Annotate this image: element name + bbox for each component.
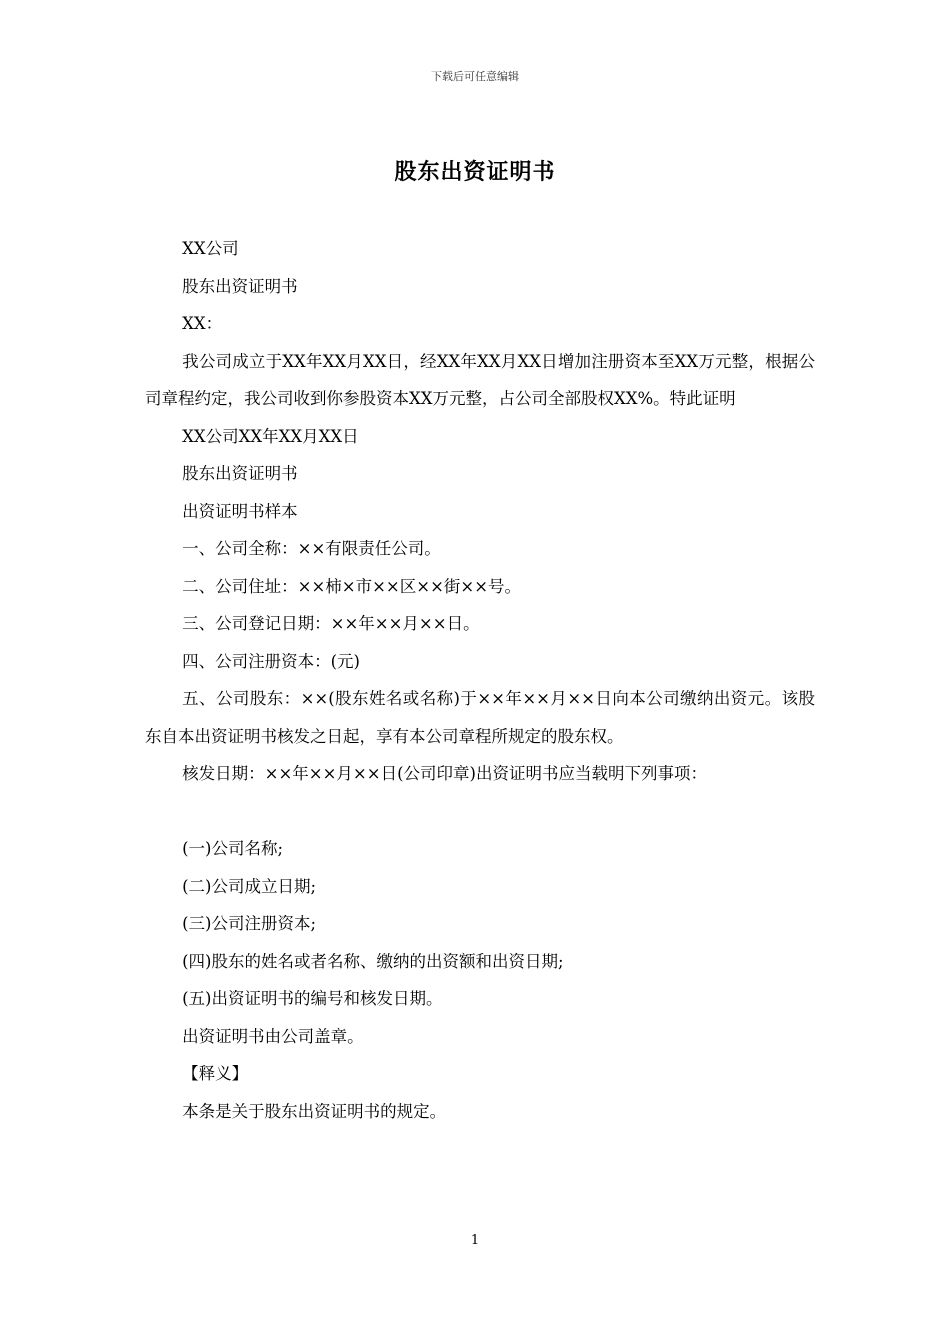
document-title: 股东出资证明书 <box>394 159 556 185</box>
paragraph-requirement-2: (二)公司成立日期; <box>182 876 317 896</box>
paragraph-signature-date: XX公司XX年XX月XX日 <box>182 426 359 446</box>
paragraph-seal: 出资证明书由公司盖章。 <box>182 1026 364 1046</box>
paragraph-item-1: 一、公司全称：××有限责任公司。 <box>182 539 441 558</box>
paragraph-certification: 我公司成立于XX年XX月XX日，经XX年XX月XX日增加注册资本至XX万元整，根据公司章程约定，我公司收到你参股资本XX万元整，占公司全部股权XX%。特此证明 <box>145 351 815 408</box>
paragraph-item-4: 四、公司注册资本：(元) <box>182 651 360 671</box>
paragraph-requirement-5: (五)出资证明书的编号和核发日期。 <box>182 989 443 1008</box>
blank-line <box>145 793 815 831</box>
paragraph-item-3: 三、公司登记日期：××年××月××日。 <box>182 614 480 633</box>
paragraph-issue-date: 核发日期：××年××月××日(公司印章)出资证明书应当载明下列事项： <box>182 764 707 783</box>
paragraph-interpretation-heading: 【释义】 <box>182 1064 249 1083</box>
document-body <box>145 230 815 1130</box>
page-number: 1 <box>470 1233 480 1248</box>
paragraph-requirement-3: (三)公司注册资本; <box>182 914 317 933</box>
paragraph-requirement-4: (四)股东的姓名或者名称、缴纳的出资额和出资日期; <box>182 951 564 971</box>
paragraph-requirement-1: (一)公司名称; <box>182 839 284 858</box>
paragraph-sample-heading: 出资证明书样本 <box>182 501 298 521</box>
paragraph-item-5: 五、公司股东：××(股东姓名或名称)于××年××月××日向本公司缴纳出资元。该股东自本出资证明书核发之日起，享有本公司章程所规定的股东权。 <box>145 689 815 746</box>
paragraph-item-2: 二、公司住址：××柿×市××区××街××号。 <box>182 576 522 596</box>
paragraph-company: XX公司 <box>182 239 239 258</box>
paragraph-addressee: XX： <box>182 314 223 333</box>
paragraph-interpretation: 本条是关于股东出资证明书的规定。 <box>182 1101 447 1121</box>
paragraph-subtitle: 股东出资证明书 <box>182 276 298 296</box>
header-note: 下载后可任意编辑 <box>431 70 519 83</box>
paragraph-subtitle-2: 股东出资证明书 <box>182 464 298 483</box>
